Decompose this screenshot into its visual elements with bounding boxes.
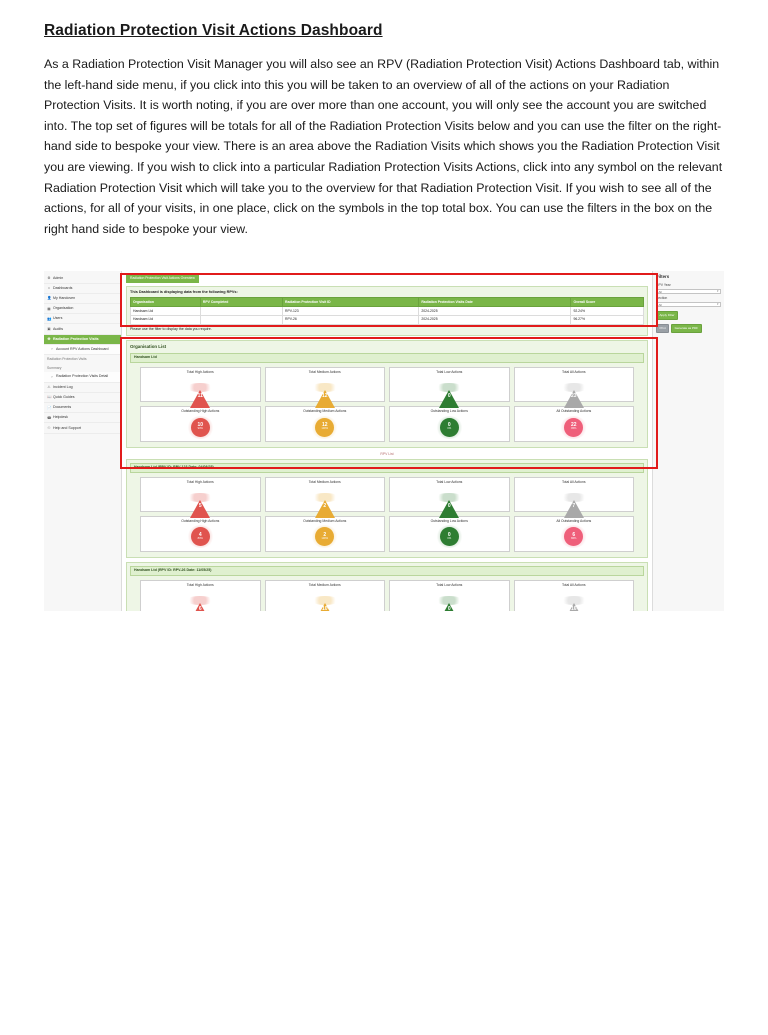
card-value: 5 bbox=[198, 502, 202, 509]
circle-medium-icon[interactable] bbox=[311, 416, 338, 439]
card-title: Outstanding Medium Actions bbox=[303, 409, 347, 414]
rpv-list-label: RPV List bbox=[380, 452, 394, 456]
print-button[interactable]: Print bbox=[656, 324, 669, 333]
home-icon: ⌂ bbox=[47, 286, 51, 291]
card-title: Total Low Actions bbox=[436, 369, 463, 374]
cell-rpv-id: RPV-26 bbox=[283, 315, 419, 324]
card-sub: 86% bbox=[571, 537, 577, 541]
card-title: Outstanding Low Actions bbox=[430, 409, 468, 414]
card-value: 0 bbox=[447, 502, 451, 509]
organisation-list-panel bbox=[126, 340, 648, 448]
card-title: Total High Actions bbox=[186, 369, 214, 374]
sidebar-item-help-and-support[interactable] bbox=[44, 423, 121, 433]
card-title: Total All Actions bbox=[561, 582, 586, 587]
card-title: Total Low Actions bbox=[436, 479, 463, 484]
sidebar-item-quick-guides[interactable] bbox=[44, 393, 121, 403]
card-value: 23 bbox=[570, 392, 577, 399]
card-value: 22 bbox=[570, 421, 577, 428]
people-icon: 👥 bbox=[47, 316, 52, 321]
sidebar-item-label: Users bbox=[53, 316, 63, 321]
triangle-medium-icon[interactable] bbox=[311, 596, 339, 612]
cell-rpv-date: 2024-2025 bbox=[419, 306, 571, 315]
apply-filter-button[interactable]: Apply Filter bbox=[656, 311, 678, 320]
col-organisation: Organisation bbox=[131, 298, 201, 307]
triangle-all-icon[interactable] bbox=[560, 493, 588, 509]
sidebar-group-title: Radiation Protection Visits bbox=[47, 357, 87, 362]
triangle-low-icon[interactable] bbox=[435, 493, 463, 509]
circle-low-icon[interactable] bbox=[436, 525, 463, 548]
card-total-all-actions[interactable] bbox=[514, 367, 635, 403]
sidebar-item-account-rpv-actions-dashboard[interactable] bbox=[44, 345, 121, 355]
card-title: Total Medium Actions bbox=[308, 369, 341, 374]
card-value: 0 bbox=[447, 392, 451, 399]
card-sub: 90% bbox=[197, 427, 203, 431]
sidebar-item-incident-log[interactable] bbox=[44, 383, 121, 393]
page-title: Radiation Protection Visit Actions Dashboard bbox=[44, 22, 383, 39]
card-title: Total Low Actions bbox=[436, 582, 463, 587]
cell-overall-score: 96.27% bbox=[571, 315, 644, 324]
body-paragraph: As a Radiation Protection Visit Manager you will also see an RPV (Radiation Protection Visit) Actions Dashboard tab, within the left-hand side menu, if you click into this you will be taken to an overview of all of the actions on your Radiation Protection Visits. It is worth noting, if you are over more than one account, you will only see the account you are switched into. The top set of figures will be totals for all of the Radiation Protection Visits below and you can use the filter on the right-hand side to bespoke your view. There is an area above the Radiation Visits which shows you the Radiation Protection Visit you are viewing. If you wish to click into a particular Radiation Protection Visits Actions, click into any symbol on the relevant Radiation Protection Visit which will take you to the overview for that Radiation Protection Visit. If you wish to see all of the actions, for all of your visits, in one place, click on the symbols in the top total box. You can use the filters in the box on the right hand side to bespoke your view. bbox=[44, 57, 723, 236]
cell-rpv-id: RPV-123 bbox=[283, 306, 419, 315]
col-rpv-id: Radiation Protection Visit ID bbox=[283, 298, 419, 307]
card-sub: 0% bbox=[447, 427, 452, 431]
organisation-list-heading: Organisation List bbox=[130, 343, 167, 349]
card-value: 2 bbox=[323, 531, 327, 538]
sidebar-item-admin[interactable] bbox=[44, 273, 121, 283]
card-title: Total All Actions bbox=[561, 479, 586, 484]
wrench-icon: ⚙ bbox=[47, 275, 51, 280]
card-value: 12 bbox=[321, 392, 328, 399]
table-header-row bbox=[131, 298, 644, 307]
card-value: 4 bbox=[198, 531, 202, 538]
sidebar-item-label: Organisation bbox=[53, 306, 74, 311]
sidebar-item-label: Audits bbox=[53, 326, 63, 331]
rpv-outstanding-cards bbox=[130, 514, 644, 554]
building-icon: ▦ bbox=[47, 306, 51, 311]
sidebar-item-helpdesk[interactable] bbox=[44, 413, 121, 423]
card-title: Outstanding Low Actions bbox=[430, 519, 468, 524]
chevron-right-icon: › bbox=[51, 374, 53, 379]
info-note: Please use the filter to display the data you require. bbox=[130, 327, 212, 331]
user-icon: 👤 bbox=[47, 296, 52, 301]
rpv-total-cards bbox=[130, 578, 644, 612]
clipboard-icon: ▣ bbox=[47, 327, 51, 332]
sidebar-item-users[interactable] bbox=[44, 314, 121, 324]
card-sub: 100% bbox=[321, 427, 329, 431]
card-title: Total High Actions bbox=[186, 479, 214, 484]
rpv-total-cards bbox=[130, 475, 644, 515]
card-title: Total Medium Actions bbox=[308, 582, 341, 587]
organisation-name: Handsam Ltd bbox=[130, 353, 644, 363]
embedded-screenshot bbox=[44, 271, 724, 611]
card-sub: 95% bbox=[571, 427, 577, 431]
triangle-medium-icon[interactable] bbox=[311, 493, 339, 509]
headset-icon: ☎ bbox=[47, 415, 52, 420]
card-value: 10 bbox=[321, 605, 328, 612]
card-sub: 0% bbox=[447, 537, 452, 541]
tab-bar bbox=[126, 274, 648, 282]
card-all-outstanding-actions[interactable] bbox=[514, 406, 635, 442]
cell-overall-score: 92.24% bbox=[571, 306, 644, 315]
org-total-cards bbox=[130, 365, 644, 405]
warning-icon: ⚠ bbox=[47, 385, 51, 390]
rpv-block bbox=[126, 459, 648, 558]
card-title: Total High Actions bbox=[186, 582, 214, 587]
card-total-medium-actions[interactable] bbox=[265, 477, 386, 513]
table-row bbox=[131, 315, 644, 324]
sidebar-item-radiation-protection-visits[interactable] bbox=[44, 335, 121, 345]
radiation-icon: ☢ bbox=[47, 337, 51, 342]
rpv-block-heading: Handsam Ltd (RPV ID: RPV-26 Date: 11/05/25) bbox=[130, 566, 644, 576]
info-panel bbox=[126, 286, 648, 336]
filters-panel bbox=[652, 271, 724, 611]
card-value: 0 bbox=[447, 531, 451, 538]
circle-all-icon[interactable] bbox=[560, 525, 587, 548]
card-outstanding-low-actions[interactable] bbox=[389, 516, 510, 552]
sidebar-item-dashboards[interactable] bbox=[44, 284, 121, 294]
file-icon: 📄 bbox=[47, 405, 52, 410]
org-outstanding-cards bbox=[130, 404, 644, 444]
sidebar-item-label: My Handoven bbox=[53, 295, 76, 300]
rpv-block-heading: Handsam Ltd (RPV ID: RPV-123 Date: 04/08/25) bbox=[130, 463, 644, 473]
cell-rpv-date: 2024-2025 bbox=[419, 315, 571, 324]
sidebar-item-label: Helpdesk bbox=[53, 415, 68, 420]
card-total-all-actions[interactable] bbox=[514, 580, 635, 612]
card-sub: 80% bbox=[197, 537, 203, 541]
card-value: 0 bbox=[447, 605, 451, 612]
card-total-medium-actions[interactable] bbox=[265, 367, 386, 403]
chevron-right-icon: › bbox=[51, 347, 53, 352]
info-lead: This Dashboard is displaying data from the following RPVs: bbox=[130, 289, 238, 294]
circle-high-icon[interactable] bbox=[187, 525, 214, 548]
cell-rpv-completed bbox=[200, 315, 282, 324]
card-value: 6 bbox=[572, 531, 576, 538]
sidebar-item-my-handsam[interactable] bbox=[44, 294, 121, 304]
triangle-high-icon[interactable] bbox=[186, 596, 214, 612]
cell-rpv-completed bbox=[200, 306, 282, 315]
circle-medium-icon[interactable] bbox=[311, 525, 338, 548]
circle-high-icon[interactable] bbox=[187, 416, 214, 439]
triangle-low-icon[interactable] bbox=[435, 383, 463, 399]
card-total-all-actions[interactable] bbox=[514, 477, 635, 513]
question-icon: ☉ bbox=[47, 425, 51, 430]
triangle-medium-icon[interactable] bbox=[311, 383, 339, 399]
sidebar-item-label: Radiation Protection Visits bbox=[53, 336, 99, 341]
app-sidebar bbox=[44, 271, 122, 611]
card-sub: 100% bbox=[321, 537, 329, 541]
tab-rpv-actions-overview[interactable]: Radiation Protection Visit Actions Overview bbox=[126, 274, 199, 282]
filter-label-section: Section bbox=[656, 296, 668, 301]
card-total-medium-actions[interactable] bbox=[265, 580, 386, 612]
generate-pdf-button[interactable]: Generate as PDF bbox=[671, 324, 701, 333]
card-title: Outstanding High Actions bbox=[181, 519, 220, 524]
card-outstanding-low-actions[interactable] bbox=[389, 406, 510, 442]
sidebar-summary-label: Summary bbox=[47, 365, 62, 370]
circle-all-icon[interactable] bbox=[560, 416, 587, 439]
card-all-outstanding-actions[interactable] bbox=[514, 516, 635, 552]
table-row bbox=[131, 306, 644, 315]
card-outstanding-medium-actions[interactable] bbox=[265, 516, 386, 552]
filter-select-rpv-year[interactable]: All ▾ bbox=[656, 289, 721, 294]
triangle-high-icon[interactable] bbox=[186, 493, 214, 509]
card-value: 6 bbox=[198, 605, 202, 612]
card-total-high-actions[interactable] bbox=[140, 367, 261, 403]
card-outstanding-high-actions[interactable] bbox=[140, 516, 261, 552]
card-value: 16 bbox=[570, 605, 577, 612]
col-rpv-date: Radiation Protection Visits Date bbox=[419, 298, 571, 307]
sidebar-item-documents[interactable] bbox=[44, 403, 121, 413]
circle-low-icon[interactable] bbox=[436, 416, 463, 439]
card-total-low-actions[interactable] bbox=[389, 477, 510, 513]
sidebar-item-audits[interactable] bbox=[44, 324, 121, 334]
card-title: Total All Actions bbox=[561, 369, 586, 374]
col-rpv-completed: RPV Completed bbox=[200, 298, 282, 307]
sidebar-item-label: Account RPV Actions Dashboard bbox=[56, 347, 109, 352]
card-title: Total Medium Actions bbox=[308, 479, 341, 484]
triangle-high-icon[interactable] bbox=[186, 383, 214, 399]
col-overall-score: Overall Score bbox=[571, 298, 644, 307]
sidebar-item-label: Documents bbox=[53, 405, 72, 410]
card-value: 0 bbox=[447, 421, 451, 428]
sidebar-item-label: Help and Support bbox=[53, 425, 81, 430]
card-value: 7 bbox=[572, 502, 576, 509]
card-value: 11 bbox=[197, 392, 203, 399]
card-value: 12 bbox=[321, 421, 328, 428]
card-value: 2 bbox=[323, 502, 327, 509]
book-icon: 📖 bbox=[47, 395, 52, 400]
card-total-low-actions[interactable] bbox=[389, 367, 510, 403]
rpv-source-table bbox=[130, 297, 644, 324]
triangle-low-icon[interactable] bbox=[435, 596, 463, 612]
triangle-all-icon[interactable] bbox=[560, 596, 588, 612]
sidebar-item-label: Quick Guides bbox=[53, 394, 75, 399]
sidebar-item-rpv-detail[interactable] bbox=[44, 372, 121, 382]
card-outstanding-high-actions[interactable] bbox=[140, 406, 261, 442]
sidebar-item-label: Incident Log bbox=[53, 384, 73, 389]
card-title: All Outstanding Actions bbox=[556, 409, 592, 414]
card-title: Outstanding High Actions bbox=[181, 409, 220, 414]
cell-organisation: Handsam Ltd bbox=[131, 306, 201, 315]
card-total-low-actions[interactable] bbox=[389, 580, 510, 612]
rpv-block bbox=[126, 562, 648, 612]
main-content bbox=[122, 271, 652, 611]
card-outstanding-medium-actions[interactable] bbox=[265, 406, 386, 442]
sidebar-item-organisation[interactable] bbox=[44, 304, 121, 314]
filters-heading: Filters bbox=[656, 274, 670, 280]
card-title: All Outstanding Actions bbox=[556, 519, 592, 524]
sidebar-item-label: Dashboards bbox=[53, 285, 73, 290]
triangle-all-icon[interactable] bbox=[560, 383, 588, 399]
sidebar-item-label: Admin bbox=[53, 275, 64, 280]
sidebar-item-label: Radiation Protection Visits Detail bbox=[56, 374, 109, 379]
card-title: Outstanding Medium Actions bbox=[303, 519, 347, 524]
card-total-high-actions[interactable] bbox=[140, 477, 261, 513]
card-value: 10 bbox=[197, 421, 204, 428]
filter-label-rpv-year: RPV Year bbox=[656, 283, 671, 288]
cell-organisation: Handsam Ltd bbox=[131, 315, 201, 324]
filter-select-section[interactable]: All ▾ bbox=[656, 302, 721, 307]
card-total-high-actions[interactable] bbox=[140, 580, 261, 612]
